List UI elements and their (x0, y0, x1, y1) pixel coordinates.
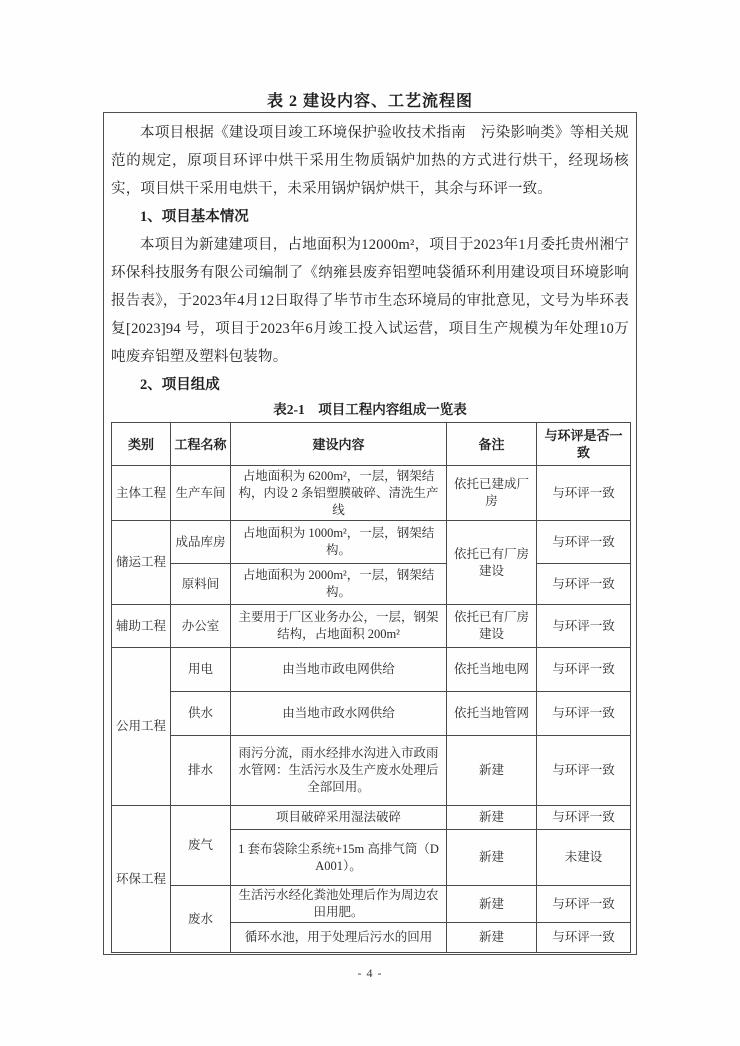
table-header-row (112, 423, 631, 466)
table-caption: 表2-1 项目工程内容组成一览表 (273, 402, 467, 417)
table-row (112, 648, 631, 692)
cell-remarks: 依托当地电网 (447, 648, 537, 692)
table-row (112, 466, 631, 521)
cell-content: 主要用于厂区业务办公，一层，钢架结构，占地面积 200m² (231, 605, 447, 648)
cell-project-name: 原料间 (171, 564, 231, 605)
cell-remarks: 依托已有厂房建设 (447, 605, 537, 648)
cell-consistency: 与环评一致 (537, 564, 631, 605)
table-row (112, 806, 631, 830)
col-header-eia-consistency: 与环评是否一致 (537, 423, 631, 466)
cell-project-name: 供水 (171, 692, 231, 736)
cell-project-name: 废气 (171, 806, 231, 886)
cell-remarks: 依托当地管网 (447, 692, 537, 736)
cell-remarks: 依托已有厂房建设 (447, 521, 537, 605)
section-heading-composition: 2、项目组成 (140, 377, 220, 393)
cell-remarks: 新建 (447, 736, 537, 806)
cell-remarks: 新建 (447, 923, 537, 953)
page-title: 表 2 建设内容、工艺流程图 (266, 93, 473, 110)
cell-consistency: 与环评一致 (537, 648, 631, 692)
cell-remarks: 依托已建成厂房 (447, 466, 537, 521)
cell-content: 项目破碎采用湿法破碎 (231, 806, 447, 830)
cell-remarks: 新建 (447, 806, 537, 830)
cell-remarks: 新建 (447, 830, 537, 886)
cell-content: 占地面积为 6200m²，一层，钢架结构，内设 2 条铝塑膜破碎、清洗生产线 (231, 466, 447, 521)
section-heading-basic-info: 1、项目基本情况 (140, 209, 249, 225)
cell-consistency: 与环评一致 (537, 605, 631, 648)
cell-consistency: 与环评一致 (537, 806, 631, 830)
cell-project-name: 办公室 (171, 605, 231, 648)
content-box (103, 112, 637, 955)
cell-consistency: 与环评一致 (537, 521, 631, 564)
cell-content: 占地面积为 2000m²，一层，钢架结构。 (231, 564, 447, 605)
page-number: - 4 - (357, 966, 383, 980)
cell-consistency: 与环评一致 (537, 923, 631, 953)
cell-consistency: 与环评一致 (537, 692, 631, 736)
cell-category: 储运工程 (112, 521, 171, 605)
intro-paragraph: 本项目根据《建设项目竣工环境保护验收技术指南 污染影响类》等相关规范的规定，原项目环评中烘干采用生物质锅炉加热的方式进行烘干，经现场核实，项目烘干采用电烘干，未采用锅炉锅炉烘干，其余与环评一致。 (111, 125, 629, 197)
cell-project-name: 成品库房 (171, 521, 231, 564)
cell-consistency: 与环评一致 (537, 886, 631, 923)
cell-category: 主体工程 (112, 466, 171, 521)
cell-project-name: 用电 (171, 648, 231, 692)
cell-content: 由当地市政水网供给 (231, 692, 447, 736)
col-header-category: 类别 (112, 423, 171, 466)
col-header-construction-content: 建设内容 (231, 423, 447, 466)
table-row (112, 605, 631, 648)
cell-remarks: 新建 (447, 886, 537, 923)
table-row (112, 692, 631, 736)
cell-category: 环保工程 (112, 806, 171, 953)
cell-consistency: 未建设 (537, 830, 631, 886)
table-row (112, 564, 631, 605)
cell-consistency: 与环评一致 (537, 736, 631, 806)
cell-category: 辅助工程 (112, 605, 171, 648)
cell-category: 公用工程 (112, 648, 171, 806)
cell-content: 雨污分流，雨水经排水沟进入市政雨水管网：生活污水及生产废水处理后全部回用。 (231, 736, 447, 806)
cell-consistency: 与环评一致 (537, 466, 631, 521)
cell-content: 由当地市政电网供给 (231, 648, 447, 692)
col-header-remarks: 备注 (447, 423, 537, 466)
cell-content: 占地面积为 1000m²，一层，钢架结构。 (231, 521, 447, 564)
table-row (112, 886, 631, 923)
col-header-project-name: 工程名称 (171, 423, 231, 466)
cell-content: 循环水池，用于处理后污水的回用 (231, 923, 447, 953)
cell-project-name: 排水 (171, 736, 231, 806)
cell-content: 生活污水经化粪池处理后作为周边农田用肥。 (231, 886, 447, 923)
project-composition-table (111, 422, 631, 953)
cell-content: 1 套布袋除尘系统+15m 高排气筒（DA001）。 (231, 830, 447, 886)
cell-project-name: 废水 (171, 886, 231, 953)
table-row (112, 521, 631, 564)
cell-project-name: 生产车间 (171, 466, 231, 521)
basic-info-paragraph: 本项目为新建建项目，占地面积为12000m²，项目于2023年1月委托贵州湘宁环保科技服务有限公司编制了《纳雍县废弃铝塑吨袋循环利用建设项目环境影响报告表》，于2023年4月12日取得了毕节市生态环境局的审批意见，文号为毕环表复[2023]94 号，项目于2023年6月竣工投入试运营，项目生产规模为年处理10万吨废弃铝塑及塑料包装物。 (111, 237, 629, 365)
table-row (112, 736, 631, 806)
